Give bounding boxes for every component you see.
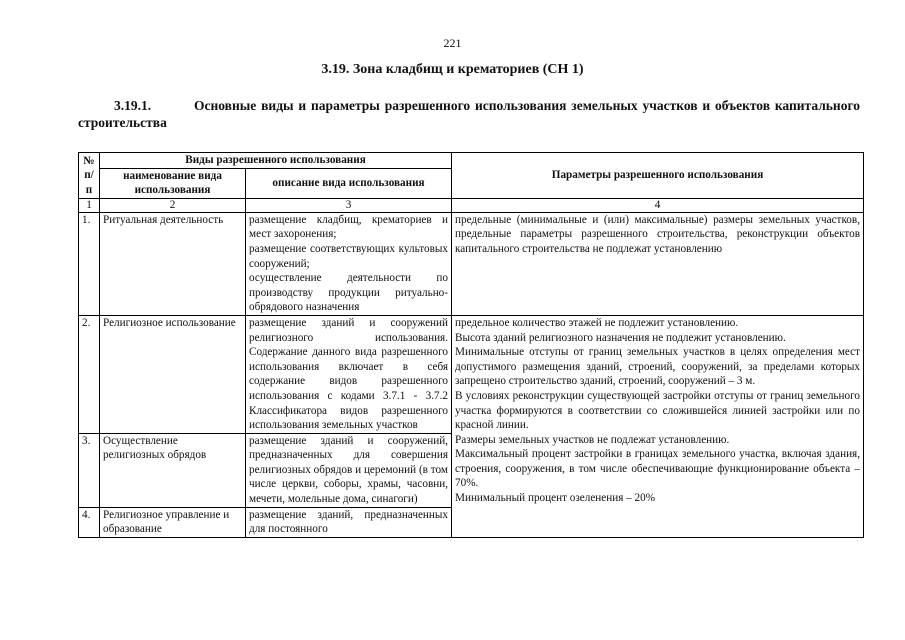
params-line: Максимальный процент застройки в границах земельного участка, включая здания, строения, сооружения, в том числе обеспечивающие функционирование объекта – 70%.	[455, 448, 860, 490]
row-name: Религиозное управление и образование	[100, 507, 246, 537]
section-title: 3.19. Зона кладбищ и крематориев (СН 1)	[321, 62, 584, 77]
row-num: 3.	[79, 433, 100, 507]
row-num: 4.	[79, 507, 100, 537]
header-num: № п/п	[79, 153, 100, 199]
params-line: предельное количество этажей не подлежит установлению.	[455, 316, 739, 329]
col-number-3: 3	[246, 198, 452, 212]
col-number-1: 1	[79, 198, 100, 212]
table-row	[79, 315, 864, 433]
page-number: 221	[443, 36, 462, 50]
params-line: Размеры земельных участков не подлежат установлению.	[455, 433, 730, 446]
row-description	[246, 212, 452, 315]
col-number-2: 2	[100, 198, 246, 212]
description-line: размещение соответствующих культовых сооружений;	[249, 242, 449, 270]
header-name: наименование вида использования	[100, 168, 246, 198]
header-group: Виды разрешенного использования	[100, 153, 452, 169]
row-description: размещение зданий и сооружений религиозного использования. Содержание данного вида разрешенного использования включает в себя содержание видов разрешенного использования с кодами 3.7.1 - 3.7.2 Классификатора видов разрешенного использования земельных участков	[246, 315, 452, 433]
header-description: описание вида использования	[246, 168, 452, 198]
header-params: Параметры разрешенного использования	[452, 153, 864, 199]
regulations-table	[78, 152, 864, 538]
row-name: Религиозное использование	[100, 315, 246, 433]
description-line: осуществление деятельности по производству продукции ритуально-обрядового назначения	[249, 272, 449, 314]
params-line: Высота зданий религиозного назначения не подлежит установлению.	[455, 331, 786, 344]
row-name: Осуществление религиозных обрядов	[100, 433, 246, 507]
col-number-4: 4	[452, 198, 864, 212]
row-name: Ритуальная деятельность	[100, 212, 246, 315]
row-params: предельные (минимальные и (или) максимальные) размеры земельных участков, предельные параметры разрешенного строительства, реконструкции объектов капитального строительства не подлежат установлению	[452, 212, 864, 315]
params-line: Минимальные отступы от границ земельных участков в целях определения мест допустимого размещения зданий, строений, сооружений, за пределами которых запрещено строительство зданий, строений, сооружений – 3 м.	[455, 346, 860, 388]
row-num: 2.	[79, 315, 100, 433]
row-num: 1.	[79, 212, 100, 315]
subsection-text: Основные виды и параметры разрешенного использования земельных участков и объектов капитального строительства	[78, 98, 860, 130]
params-line: Минимальный процент озеленения – 20%	[455, 492, 656, 505]
row-params-shared	[452, 315, 864, 537]
row-description: размещение зданий, предназначенных для постоянного	[246, 507, 452, 537]
subsection-number: 3.19.1.	[114, 98, 152, 113]
table-row	[79, 212, 864, 315]
subsection-heading	[78, 97, 860, 131]
params-line: В условиях реконструкции существующей застройки отступы от границ земельного участка формируются в соответствии со сложившейся линией застройки или по красной линии.	[455, 389, 860, 432]
description-line: размещение кладбищ, крематориев и мест захоронения;	[249, 213, 449, 241]
row-description: размещение зданий и сооружений, предназначенных для совершения религиозных обрядов и церемоний (в том числе церкви, соборы, храмы, часовни, мечети, молельные дома, синагоги)	[246, 433, 452, 507]
